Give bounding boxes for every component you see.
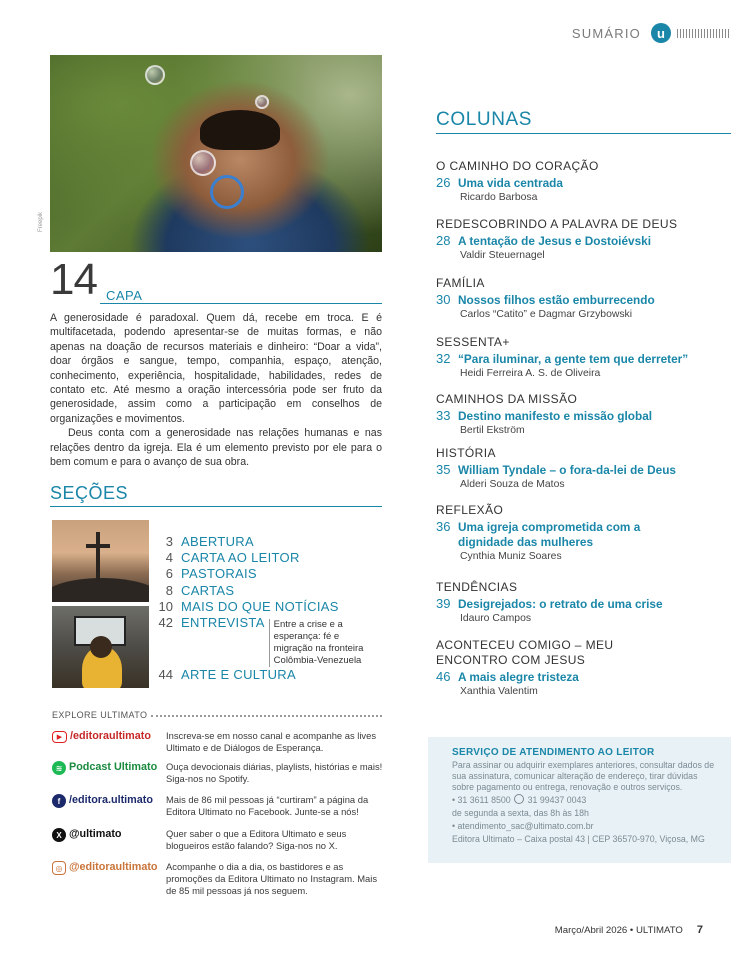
social-handle[interactable] bbox=[52, 761, 166, 785]
section-name: ARTE E CULTURA bbox=[181, 667, 296, 683]
social-handle[interactable] bbox=[52, 861, 166, 897]
section-name: ENTREVISTA bbox=[181, 615, 265, 631]
social-item-instagram[interactable] bbox=[52, 861, 384, 897]
entrevista-description: Entre a crise e a esperança: fé e migração na fronteira Colômbia-Venezuela bbox=[269, 619, 379, 667]
column-section: SESSENTA+ bbox=[436, 335, 510, 349]
explore-header bbox=[52, 710, 382, 720]
capa-divider bbox=[100, 303, 382, 304]
secoes-list bbox=[155, 534, 385, 683]
capa-paragraph: Deus conta com a generosidade nas relações humanas e nas relações dentro da igreja. Ela é um elemento previsto por ele para o bem comum e para o avanço de sua obra. bbox=[50, 427, 382, 469]
section-name: PASTORAIS bbox=[181, 566, 257, 582]
cover-photo bbox=[50, 55, 382, 252]
bubble-shape bbox=[145, 65, 165, 85]
dotted-rule bbox=[151, 715, 382, 717]
column-author: Valdir Steuernagel bbox=[460, 250, 545, 261]
bubble-shape bbox=[190, 150, 216, 176]
column-page: 39 bbox=[436, 596, 451, 611]
column-author: Idauro Campos bbox=[460, 613, 532, 624]
section-page: 3 bbox=[165, 534, 173, 549]
ultimato-logo: u bbox=[651, 23, 671, 43]
header-label: SUMÁRIO bbox=[571, 25, 641, 41]
column-entry[interactable] bbox=[436, 335, 731, 380]
section-name: ABERTURA bbox=[181, 534, 254, 549]
social-item-spotify[interactable] bbox=[52, 761, 384, 785]
entrevista-row bbox=[155, 615, 385, 667]
social-handle[interactable] bbox=[52, 828, 166, 852]
column-title: Destino manifesto e missão global bbox=[458, 409, 653, 423]
page-header bbox=[572, 22, 731, 44]
youtube-icon: ▶ bbox=[52, 731, 67, 743]
service-phones bbox=[452, 794, 717, 807]
column-title: William Tyndale – o fora-da-lei de Deus bbox=[458, 463, 676, 477]
column-entry[interactable] bbox=[436, 503, 731, 563]
column-section: HISTÓRIA bbox=[436, 446, 496, 460]
column-author: Bertil Ekström bbox=[460, 425, 525, 436]
capa-label: CAPA bbox=[106, 288, 143, 303]
column-page: 33 bbox=[436, 408, 451, 423]
column-section: ACONTECEU COMIGO – MEU ENCONTRO COM JESUS bbox=[436, 638, 614, 667]
capa-paragraph: A generosidade é paradoxal. Quem dá, recebe em troca. E é multifacetada, podendo apresentar-se de muitas formas, e não apenas na doação de recursos materiais e dinheiro: “Doar a vida”, doar órgãos e sangue, tempo, companhia, espaço, atenção, conhecimento, experiência, hospitalidade, habilidades, redes de contato etc. Até mesmo a oração intercessória pode ser fruto da generosidade, assim como a participação em conselhos de organizações e movimentos. bbox=[50, 312, 382, 425]
column-section: CAMINHOS DA MISSÃO bbox=[436, 392, 578, 406]
social-description: Ouça devocionais diárias, playlists, histórias e mais! Siga-nos no Spotify. bbox=[166, 761, 383, 784]
column-page: 26 bbox=[436, 175, 451, 190]
social-handle[interactable] bbox=[52, 730, 166, 754]
social-handle-text: @ultimato bbox=[69, 828, 122, 840]
column-author: Carlos “Catito” e Dagmar Grzybowski bbox=[460, 309, 633, 320]
photo-hair-shape bbox=[200, 110, 280, 150]
section-page: 4 bbox=[165, 550, 173, 566]
column-page: 36 bbox=[436, 519, 451, 534]
service-whatsapp[interactable]: 31 99437 0043 bbox=[527, 794, 587, 805]
service-address: Editora Ultimato – Caixa postal 43 | CEP 36570-970, Viçosa, MG bbox=[452, 833, 705, 844]
column-author: Heidi Ferreira A. S. de Oliveira bbox=[460, 368, 601, 379]
footer-page-number: 7 bbox=[696, 924, 703, 936]
spotify-icon: ≋ bbox=[52, 761, 66, 775]
column-author: Ricardo Barbosa bbox=[460, 192, 538, 203]
section-name: MAIS DO QUE NOTÍCIAS bbox=[181, 598, 339, 614]
list-item[interactable] bbox=[155, 599, 385, 615]
social-handle-text: /editoraultimato bbox=[70, 730, 151, 742]
service-phone[interactable]: • 31 3611 8500 bbox=[452, 794, 511, 805]
list-item[interactable] bbox=[155, 566, 385, 582]
section-name: CARTA AO LEITOR bbox=[181, 550, 300, 566]
column-title: A mais alegre tristeza bbox=[458, 670, 579, 684]
column-page: 30 bbox=[436, 292, 451, 307]
social-handle-text: Podcast Ultimato bbox=[69, 761, 158, 773]
column-section: TENDÊNCIAS bbox=[436, 580, 518, 594]
child-tv-photo bbox=[52, 606, 149, 688]
secoes-divider bbox=[50, 506, 382, 507]
column-section: REDESCOBRINDO A PALAVRA DE DEUS bbox=[436, 217, 678, 231]
list-item[interactable] bbox=[155, 534, 385, 550]
social-handle[interactable] bbox=[52, 794, 166, 818]
service-hours: de segunda a sexta, das 8h às 18h bbox=[452, 807, 589, 818]
section-page: 44 bbox=[158, 667, 173, 683]
social-description: Quer saber o que a Editora Ultimato e seus blogueiros estão falando? Siga-nos no X. bbox=[166, 828, 347, 851]
page-footer bbox=[555, 924, 703, 936]
column-row bbox=[436, 292, 731, 308]
column-page: 46 bbox=[436, 669, 451, 684]
column-row bbox=[436, 669, 731, 685]
section-page: 8 bbox=[165, 582, 173, 598]
section-page: 42 bbox=[158, 615, 173, 631]
column-title: “Para iluminar, a gente tem que derreter” bbox=[458, 352, 689, 366]
column-entry[interactable] bbox=[436, 217, 731, 262]
social-description: Inscreva-se em nosso canal e acompanhe as lives Ultimato e de Diálogos de Esperança. bbox=[166, 730, 377, 753]
column-section: O CAMINHO DO CORAÇÃO bbox=[436, 159, 599, 173]
column-title: Uma vida centrada bbox=[458, 176, 563, 190]
column-row bbox=[436, 175, 731, 191]
x-icon: X bbox=[52, 828, 66, 842]
list-item[interactable] bbox=[155, 550, 385, 566]
section-name: CARTAS bbox=[181, 582, 235, 598]
bubble-shape bbox=[255, 95, 269, 109]
cross-horizontal-shape bbox=[86, 544, 110, 548]
column-title: Nossos filhos estão emburrecendo bbox=[458, 293, 655, 307]
column-page: 32 bbox=[436, 351, 451, 366]
colunas-title: COLUNAS bbox=[436, 109, 533, 130]
column-entry[interactable] bbox=[436, 159, 731, 204]
bubble-wand-shape bbox=[210, 175, 244, 209]
column-entry[interactable] bbox=[436, 580, 731, 625]
column-author: Cynthia Muniz Soares bbox=[460, 551, 562, 562]
reader-service-box bbox=[428, 737, 731, 863]
column-title: A tentação de Jesus e Dostoiévski bbox=[458, 234, 651, 248]
column-row bbox=[436, 408, 731, 424]
social-description: Mais de 86 mil pessoas já “curtiram” a página da Editora Ultimato no Facebook. Junte-se a nós! bbox=[166, 794, 369, 817]
secoes-title: SEÇÕES bbox=[50, 483, 129, 503]
column-entry[interactable] bbox=[436, 392, 731, 437]
cross-vertical-shape bbox=[96, 532, 100, 582]
column-entry[interactable] bbox=[436, 446, 731, 491]
social-item-x[interactable] bbox=[52, 828, 384, 852]
column-row bbox=[436, 519, 731, 550]
child-head-shape bbox=[90, 636, 112, 658]
section-page: 6 bbox=[165, 566, 173, 582]
column-title: Desigrejados: o retrato de uma crise bbox=[458, 597, 663, 611]
section-page: 10 bbox=[158, 598, 173, 614]
list-item[interactable] bbox=[155, 667, 385, 683]
column-entry[interactable] bbox=[436, 638, 731, 698]
list-item[interactable] bbox=[155, 615, 385, 667]
social-handle-text: @editoraultimato bbox=[69, 861, 158, 873]
whatsapp-icon bbox=[514, 794, 524, 804]
column-row bbox=[436, 596, 731, 612]
list-item[interactable] bbox=[155, 583, 385, 599]
social-description: Acompanhe o dia a dia, os bastidores e as promoções da Editora Ultimato no Instagram. Mais de 85 mil pessoas já nos seguem. bbox=[166, 861, 378, 896]
facebook-icon: f bbox=[52, 794, 66, 808]
column-page: 35 bbox=[436, 462, 451, 477]
social-item-facebook[interactable] bbox=[52, 794, 384, 818]
column-entry[interactable] bbox=[436, 276, 731, 321]
column-section: FAMÍLIA bbox=[436, 276, 485, 290]
service-email[interactable]: • atendimento_sac@ultimato.com.br bbox=[452, 820, 594, 831]
column-page: 28 bbox=[436, 233, 451, 248]
service-title: SERVIÇO DE ATENDIMENTO AO LEITOR bbox=[452, 747, 655, 758]
column-title: Uma igreja comprometida com a dignidade das mulheres bbox=[458, 520, 641, 549]
capa-summary bbox=[50, 311, 382, 469]
footer-issue: Março/Abril 2026 • ULTIMATO bbox=[554, 925, 683, 936]
capa-page-number: 14 bbox=[50, 255, 97, 304]
decorative-ticks bbox=[677, 29, 729, 38]
column-author: Alderi Souza de Matos bbox=[460, 479, 565, 490]
column-row bbox=[436, 351, 731, 367]
column-row bbox=[436, 462, 731, 478]
cross-photo bbox=[52, 520, 149, 602]
column-row bbox=[436, 233, 731, 249]
photo-credit: Freepik bbox=[38, 211, 44, 232]
social-handle-text: /editora.ultimato bbox=[69, 794, 153, 806]
explore-title: EXPLORE ULTIMATO bbox=[52, 710, 148, 720]
column-section: REFLEXÃO bbox=[436, 503, 504, 517]
hill-shape bbox=[52, 578, 149, 602]
column-author: Xanthia Valentim bbox=[460, 686, 538, 697]
social-item-youtube[interactable] bbox=[52, 730, 384, 754]
instagram-icon: ◎ bbox=[52, 861, 66, 875]
colunas-divider bbox=[436, 133, 731, 134]
service-body: Para assinar ou adquirir exemplares anteriores, consultar dados de sua assinatura, comunicar alteração de endereço, tirar dúvidas sobre pagamento ou entrega, renovação e outros serviços. bbox=[452, 760, 715, 793]
